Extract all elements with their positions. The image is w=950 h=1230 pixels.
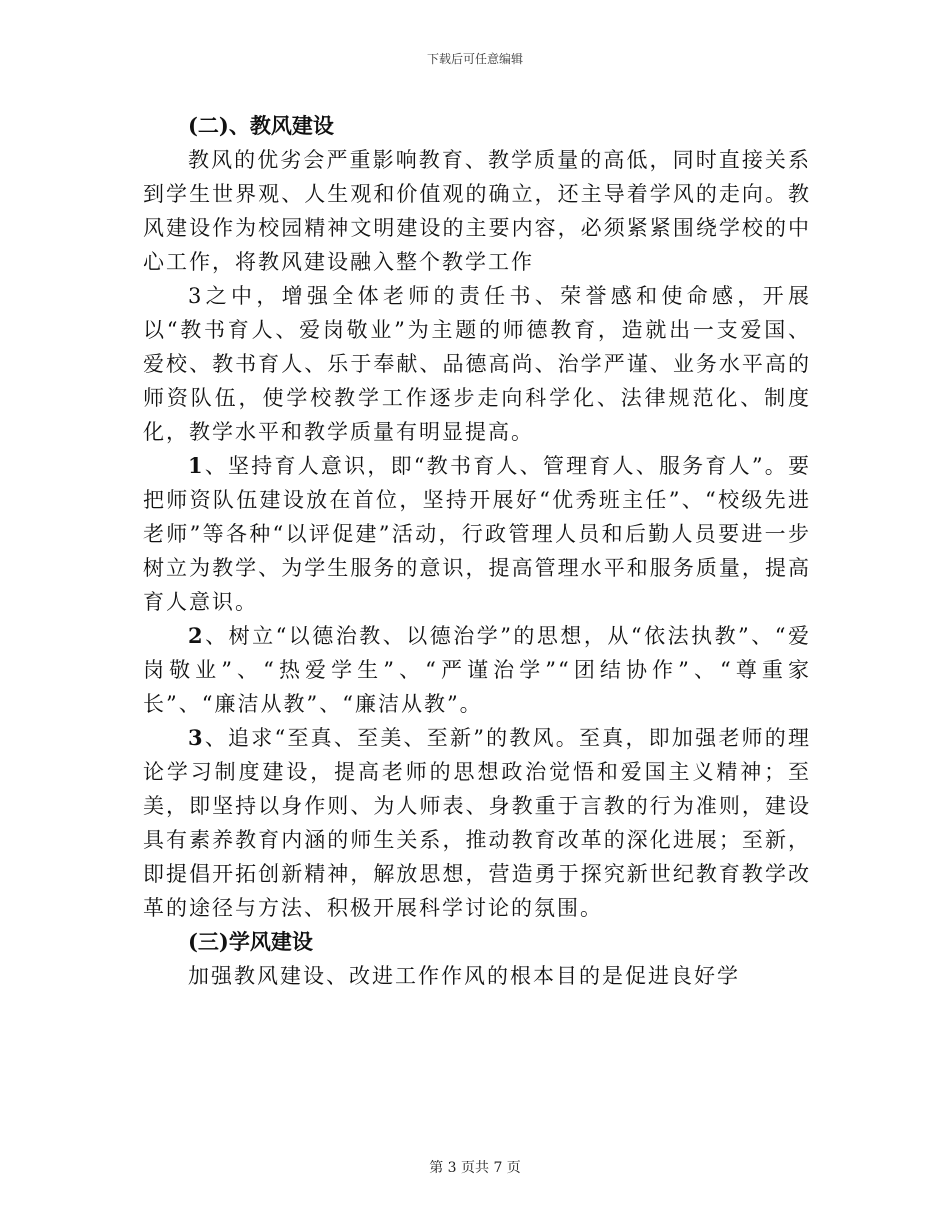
list-item-2 xyxy=(143,619,811,721)
list-item-number: 3 xyxy=(188,725,205,750)
paragraph-teaching-style-intro: 教风的优劣会严重影响教育、教学质量的高低，同时直接关系到学生世界观、人生观和价值观的确立，还主导着学风的走向。教风建设作为校园精神文明建设的主要内容，必须紧紧围绕学校的中心工作，将教风建设融入整个教学工作 xyxy=(143,148,811,274)
list-item-1 xyxy=(143,449,811,619)
section-heading-study-style: (三)学风建设 xyxy=(188,929,313,954)
list-item-number: 1 xyxy=(188,453,205,478)
list-item-text: 、树立“以德治教、以德治学”的思想，从“依法执教”、“爱岗敬业”、“热爱学生”、“严谨治学”“团结协作”、“尊重家长”、“廉洁从教”、“廉洁从教”。 xyxy=(143,624,811,716)
paragraph-teaching-style-goals: 3之中，增强全体老师的责任书、荣誉感和使命感，开展以“教书育人、爱岗敬业”为主题的师德教育，造就出一支爱国、爱校、教书育人、乐于奉献、品德高尚、治学严谨、业务水平高的师资队伍，使学校教学工作逐步走向科学化、法律规范化、制度化，教学水平和教学质量有明显提高。 xyxy=(143,284,811,444)
section-heading-teaching-style: (二)、教风建设 xyxy=(188,113,334,138)
page-footer: 第 3 页共 7 页 xyxy=(429,1160,521,1176)
list-item-text: 、坚持育人意识，即“教书育人、管理育人、服务育人”。要把师资队伍建设放在首位，坚持开展好“优秀班主任”、“校级先进老师”等各种“以评促建”活动，行政管理人员和后勤人员要进一步树立为教学、为学生服务的意识，提高管理水平和服务质量，提高育人意识。 xyxy=(143,454,811,614)
paragraph-study-style-intro: 加强教风建设、改进工作作风的根本目的是促进良好学 xyxy=(188,964,740,988)
document-body xyxy=(143,109,811,993)
list-item-3 xyxy=(143,721,811,925)
page-header: 下载后可任意编辑 xyxy=(426,52,523,66)
list-item-number: 2 xyxy=(188,623,205,648)
list-item-text: 、追求“至真、至美、至新”的教风。至真，即加强老师的理论学习制度建设，提高老师的思想政治觉悟和爱国主义精神；至美，即坚持以身作则、为人师表、身教重于言教的行为准则，建设具有素养教育内涵的师生关系，推动教育改革的深化进展；至新，即提倡开拓创新精神，解放思想，营造勇于探究新世纪教育教学改革的途径与方法、积极开展科学讨论的氛围。 xyxy=(143,726,811,920)
